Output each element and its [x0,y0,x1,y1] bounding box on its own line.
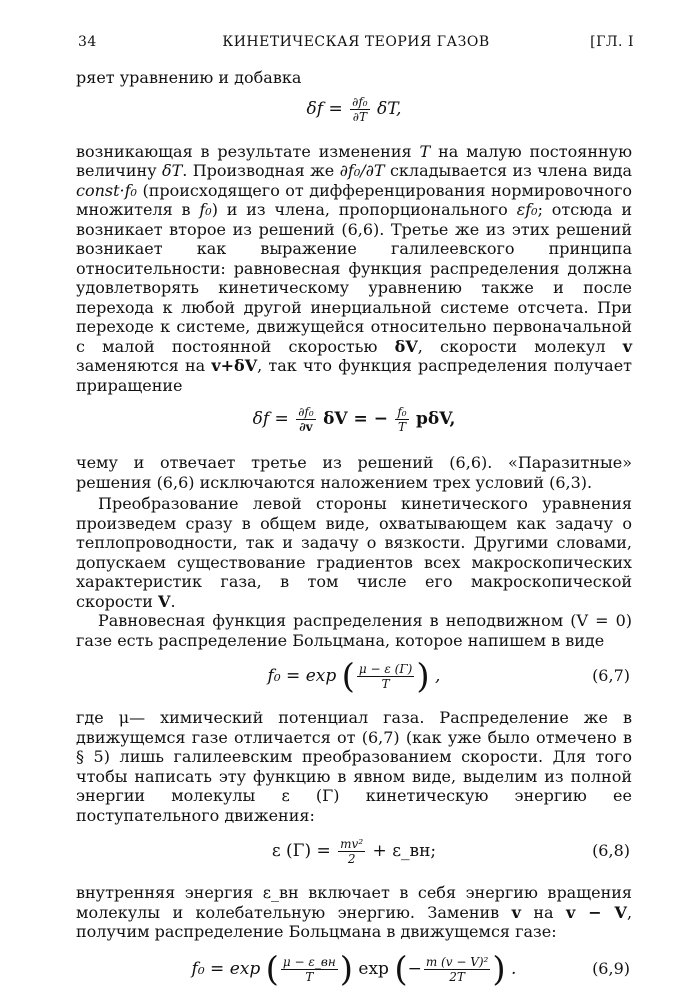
equation-6-8: ε (Γ) = $\frac{\text{mv²}}{2}$ + ε_вн; (6,8) [76,825,632,877]
paragraph: Равновесная функция распределения в неподвижном (V = 0) газе есть распределение Больцмана, которое напишем в виде [76,611,633,650]
running-header [78,34,634,56]
paragraph: чему и отвечает третье из решений (6,6). «Паразитные» решения (6,6) исключаются наложением трех условий (6,3). [76,453,632,492]
chapter-label: [ГЛ. I [590,34,634,50]
equation-number: (6,9) [592,958,630,978]
paragraph: возникающая в результате изменения T на малую постоянную величину δT. Производная же ∂f₀/∂T складывается из члена вида const·f₀ (происходящего от дифференцирования нормировочного множителя в f₀) и из члена, пропорционального εf₀; отсюда и возникает второе из решений (6,6). Третье же из этих решений возникает как выражение галилеевского принципа относительности: равновесная функция распределения должна удовлетворять кинетическому уравнению также и после перехода к любой другой инерциальной системе отсчета. При переходе к системе, движущейся относительно первоначальной с малой постоянной скоростью δV, скорости молекул v заменяются на v+δV, так что функция распределения получает приращение [76,141,633,395]
page-number: 34 [78,34,97,50]
equation-number: (6,8) [592,841,630,860]
equation-delta-f-temperature: δf = $\frac{\text{∂f₀}}{\partial T}$ δT, [306,94,402,124]
paragraph: где μ— химический потенциал газа. Распределение же в движущемся газе отличается от (6,7) (как уже было отмечено в § 5) лишь галилеевским преобразованием скорости. Для того чтобы написать эту функцию в явном виде, выделим из полной энергии молекулы ε (Γ) кинетическую энергию ее поступательного движения: [76,708,632,825]
equation-delta-f-velocity: δf = $\frac{\text{∂f₀}}{\partial v}$ δV = − $\frac{\text{f₀}}{T}$ pδV, [252,405,456,434]
paragraph: ряет уравнению и добавка [76,68,302,87]
running-title: КИНЕТИЧЕСКАЯ ТЕОРИЯ ГАЗОВ [222,34,490,50]
paragraph: внутренняя энергия ε_вн включает в себя энергию вращения молекулы и колебательную энергию. Заменив v на v − V, получим распределение Больцмана в движущемся газе: [76,883,633,941]
paragraph: Преобразование левой стороны кинетического уравнения произведем сразу в общем виде, охватывающем как задачу о теплопроводности, так и задачу о вязкости. Другими словами, допускаем существование градиентов всех макроскопических характеристик газа, в том числе его макроскопической скорости V. [76,494,632,611]
equation-6-9: f₀ = exp ( μ − ε_вн T ) exp (− $\frac{\text{m (v − V)²}}{2T}$ ) . (6,9) [76,942,632,996]
equation-6-7: f₀ = exp ( $\frac{\mu - \varepsilon (\Gamma)}{T}$ ) , (6,7) [76,650,632,702]
page-body [76,68,632,996]
equation-number: (6,7) [592,666,630,685]
